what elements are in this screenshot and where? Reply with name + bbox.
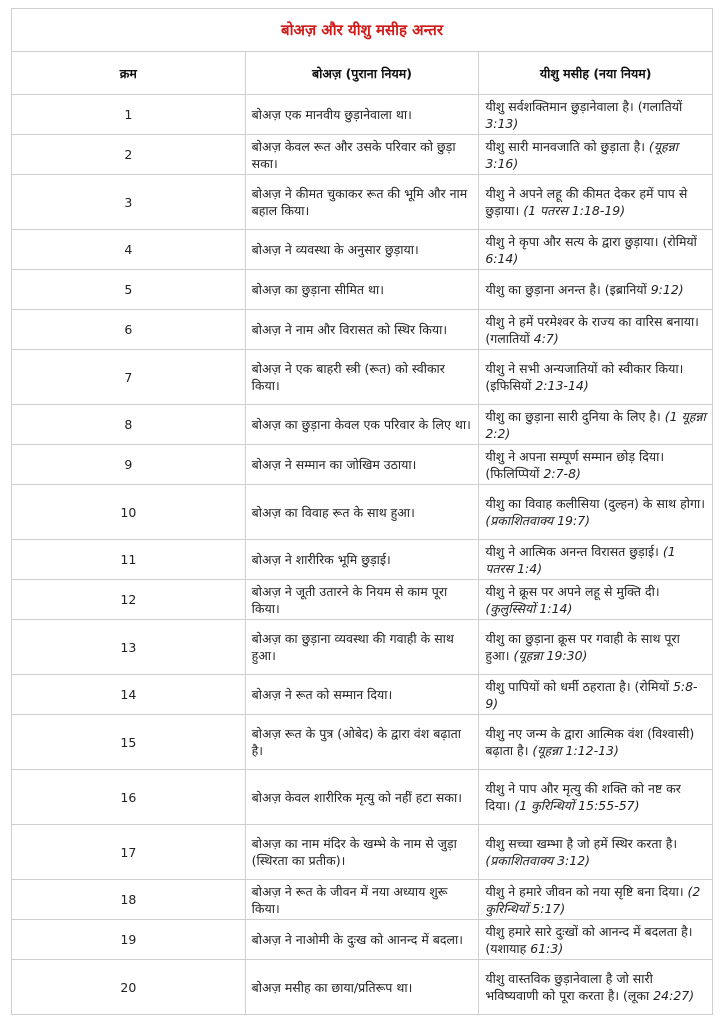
row-serial: 3 bbox=[12, 175, 246, 230]
scripture-reference: 2:13-14) bbox=[535, 378, 589, 393]
row-serial: 6 bbox=[12, 310, 246, 350]
jesus-text: यीशु ने हमारे जीवन को नया सृष्टि बना दिया। bbox=[485, 883, 688, 899]
scripture-reference: 24:27) bbox=[653, 988, 695, 1003]
row-serial: 8 bbox=[12, 405, 246, 445]
boaz-cell: बोअज़ का छुड़ाना केवल एक परिवार के लिए था। bbox=[245, 405, 479, 445]
table-row bbox=[12, 350, 713, 405]
header-jesus: यीशु मसीह (नया नियम) bbox=[479, 52, 713, 95]
boaz-cell: बोअज़ ने कीमत चुकाकर रूत की भूमि और नाम बहाल किया। bbox=[245, 175, 479, 230]
scripture-reference: (1 यूहन्ना 2:2) bbox=[485, 408, 706, 441]
scripture-reference: 9:12) bbox=[650, 282, 684, 297]
jesus-cell bbox=[479, 310, 713, 350]
page-title: बोअज़ और यीशु मसीह अन्तर bbox=[12, 9, 713, 52]
jesus-text: यीशु ने अपना सम्पूर्ण सम्मान छोड़ दिया। (फिलिप्पियों bbox=[485, 448, 665, 481]
scripture-reference: 4:7) bbox=[533, 330, 559, 346]
boaz-cell: बोअज़ केवल शारीरिक मृत्यु को नहीं हटा सका। bbox=[245, 770, 479, 825]
boaz-cell: बोअज़ ने व्यवस्था के अनुसार छुड़ाया। bbox=[245, 230, 479, 270]
table-row bbox=[12, 675, 713, 715]
boaz-cell: बोअज़ का विवाह रूत के साथ हुआ। bbox=[245, 485, 479, 540]
row-serial: 17 bbox=[12, 825, 246, 880]
scripture-reference: (यूहन्ना 1:12-13) bbox=[532, 743, 619, 758]
scripture-reference: (1 पतरस 1:4) bbox=[485, 543, 676, 576]
row-serial: 20 bbox=[12, 960, 246, 1015]
scripture-reference: (1 कुरिन्थियों 15:55-57) bbox=[514, 798, 640, 813]
scripture-reference: (प्रकाशितवाक्य 3:12) bbox=[485, 853, 591, 868]
row-serial: 13 bbox=[12, 620, 246, 675]
row-serial: 1 bbox=[12, 95, 246, 135]
boaz-cell: बोअज़ ने रूत के जीवन में नया अध्याय शुरू किया। bbox=[245, 880, 479, 920]
table-row bbox=[12, 880, 713, 920]
boaz-cell: बोअज़ का नाम मंदिर के खम्भे के नाम से जुड़ा (स्थिरता का प्रतीक)। bbox=[245, 825, 479, 880]
boaz-cell: बोअज़ का छुड़ाना व्यवस्था की गवाही के साथ हुआ। bbox=[245, 620, 479, 675]
jesus-text: यीशु ने क्रूस पर अपने लहू से मुक्ति दी। bbox=[485, 583, 660, 599]
header-boaz: बोअज़ (पुराना नियम) bbox=[245, 52, 479, 95]
row-serial: 2 bbox=[12, 135, 246, 175]
table-row bbox=[12, 135, 713, 175]
boaz-cell: बोअज़ ने नाओमी के दुःख को आनन्द में बदला। bbox=[245, 920, 479, 960]
scripture-reference: (1 पतरस 1:18-19) bbox=[523, 203, 626, 218]
table-row bbox=[12, 540, 713, 580]
table-row bbox=[12, 175, 713, 230]
scripture-reference: (यूहन्ना 3:16) bbox=[485, 138, 679, 171]
jesus-text: यीशु ने अपने लहू की कीमत देकर हमें पाप से छुड़ाया। bbox=[485, 186, 688, 218]
jesus-cell bbox=[479, 620, 713, 675]
jesus-cell bbox=[479, 175, 713, 230]
boaz-cell: बोअज़ ने शारीरिक भूमि छुड़ाई। bbox=[245, 540, 479, 580]
row-serial: 4 bbox=[12, 230, 246, 270]
row-serial: 10 bbox=[12, 485, 246, 540]
jesus-text: यीशु ने पाप और मृत्यु की शक्ति को नष्ट कर दिया। bbox=[485, 781, 681, 813]
jesus-cell bbox=[479, 825, 713, 880]
jesus-text: यीशु ने कृपा और सत्य के द्वारा छुड़ाया। (रोमियों bbox=[485, 233, 697, 249]
jesus-text: यीशु वास्तविक छुड़ानेवाला है जो सारी भविष्यवाणी को पूरा करता है। (लूका bbox=[485, 971, 654, 1003]
row-serial: 9 bbox=[12, 445, 246, 485]
boaz-cell: बोअज़ मसीह का छाया/प्रतिरूप था। bbox=[245, 960, 479, 1015]
jesus-text: यीशु ने सभी अन्यजातियों को स्वीकार किया। (इफिसियों bbox=[485, 361, 684, 393]
jesus-text: यीशु सारी मानवजाति को छुड़ाता है। bbox=[485, 138, 649, 154]
jesus-text: यीशु पापियों को धर्मी ठहराता है। (रोमियों bbox=[485, 678, 673, 694]
row-serial: 14 bbox=[12, 675, 246, 715]
jesus-text: यीशु सच्चा खम्भा है जो हमें स्थिर करता है। bbox=[485, 836, 678, 851]
jesus-cell bbox=[479, 920, 713, 960]
jesus-cell bbox=[479, 770, 713, 825]
jesus-text: यीशु ने हमें परमेश्वर के राज्य का वारिस बनाया। (गलातियों bbox=[485, 313, 699, 346]
scripture-reference: (यूहन्ना 19:30) bbox=[513, 648, 588, 663]
jesus-text: यीशु ने आत्मिक अनन्त विरासत छुड़ाई। bbox=[485, 543, 663, 559]
table-body bbox=[12, 95, 713, 1015]
scripture-reference: 5:8-9) bbox=[485, 678, 698, 711]
table-row bbox=[12, 485, 713, 540]
table-row bbox=[12, 960, 713, 1015]
jesus-text: यीशु का छुड़ाना क्रूस पर गवाही के साथ पूरा हुआ। bbox=[485, 631, 680, 663]
jesus-cell bbox=[479, 580, 713, 620]
scripture-reference: 2:7-8) bbox=[543, 465, 581, 481]
scripture-reference: 6:14) bbox=[485, 250, 519, 266]
table-row bbox=[12, 95, 713, 135]
row-serial: 19 bbox=[12, 920, 246, 960]
row-serial: 18 bbox=[12, 880, 246, 920]
row-serial: 15 bbox=[12, 715, 246, 770]
table-row bbox=[12, 270, 713, 310]
scripture-reference: 61:3) bbox=[530, 940, 564, 956]
jesus-cell bbox=[479, 675, 713, 715]
boaz-cell: बोअज़ एक मानवीय छुड़ानेवाला था। bbox=[245, 95, 479, 135]
table-row bbox=[12, 620, 713, 675]
comparison-table bbox=[11, 8, 713, 1015]
comparison-document bbox=[11, 8, 713, 1015]
boaz-cell: बोअज़ रूत के पुत्र (ओबेद) के द्वारा वंश बढ़ाता है। bbox=[245, 715, 479, 770]
boaz-cell: बोअज़ ने रूत को सम्मान दिया। bbox=[245, 675, 479, 715]
boaz-cell: बोअज़ ने जूती उतारने के नियम से काम पूरा किया। bbox=[245, 580, 479, 620]
row-serial: 16 bbox=[12, 770, 246, 825]
table-row bbox=[12, 310, 713, 350]
jesus-text: यीशु का छुड़ाना सारी दुनिया के लिए है। bbox=[485, 408, 665, 424]
table-row bbox=[12, 825, 713, 880]
table-row bbox=[12, 770, 713, 825]
jesus-text: यीशु का विवाह कलीसिया (दुल्हन) के साथ होगा। bbox=[485, 496, 705, 511]
jesus-cell bbox=[479, 135, 713, 175]
row-serial: 7 bbox=[12, 350, 246, 405]
boaz-cell: बोअज़ ने सम्मान का जोखिम उठाया। bbox=[245, 445, 479, 485]
row-serial: 5 bbox=[12, 270, 246, 310]
table-row bbox=[12, 920, 713, 960]
scripture-reference: 3:13) bbox=[485, 115, 519, 131]
jesus-cell bbox=[479, 715, 713, 770]
table-row bbox=[12, 445, 713, 485]
scripture-reference: (2 कुरिन्थियों 5:17) bbox=[485, 883, 701, 916]
boaz-cell: बोअज़ का छुड़ाना सीमित था। bbox=[245, 270, 479, 310]
row-serial: 12 bbox=[12, 580, 246, 620]
boaz-cell: बोअज़ केवल रूत और उसके परिवार को छुड़ा सका। bbox=[245, 135, 479, 175]
row-serial: 11 bbox=[12, 540, 246, 580]
jesus-cell bbox=[479, 350, 713, 405]
jesus-cell bbox=[479, 95, 713, 135]
table-row bbox=[12, 580, 713, 620]
jesus-cell bbox=[479, 485, 713, 540]
jesus-text: यीशु का छुड़ाना अनन्त है। (इब्रानियों bbox=[485, 282, 651, 297]
jesus-cell bbox=[479, 880, 713, 920]
scripture-reference: (कुलुस्सियों 1:14) bbox=[485, 600, 573, 616]
jesus-cell bbox=[479, 230, 713, 270]
jesus-text: यीशु सर्वशक्तिमान छुड़ानेवाला है। (गलातियों bbox=[485, 98, 683, 114]
scripture-reference: (प्रकाशितवाक्य 19:7) bbox=[485, 513, 591, 528]
table-row bbox=[12, 405, 713, 445]
jesus-cell bbox=[479, 405, 713, 445]
table-row bbox=[12, 230, 713, 270]
jesus-cell bbox=[479, 960, 713, 1015]
jesus-text: यीशु हमारे सारे दुःखों को आनन्द में बदलता है। (यशायाह bbox=[485, 923, 693, 956]
table-row bbox=[12, 715, 713, 770]
jesus-cell bbox=[479, 270, 713, 310]
table-header-row bbox=[12, 52, 713, 95]
jesus-cell bbox=[479, 540, 713, 580]
jesus-cell bbox=[479, 445, 713, 485]
boaz-cell: बोअज़ ने नाम और विरासत को स्थिर किया। bbox=[245, 310, 479, 350]
boaz-cell: बोअज़ ने एक बाहरी स्त्री (रूत) को स्वीकार किया। bbox=[245, 350, 479, 405]
header-serial: क्रम bbox=[12, 52, 246, 95]
jesus-text: यीशु नए जन्म के द्वारा आत्मिक वंश (विश्वासी) बढ़ाता है। bbox=[485, 726, 695, 758]
